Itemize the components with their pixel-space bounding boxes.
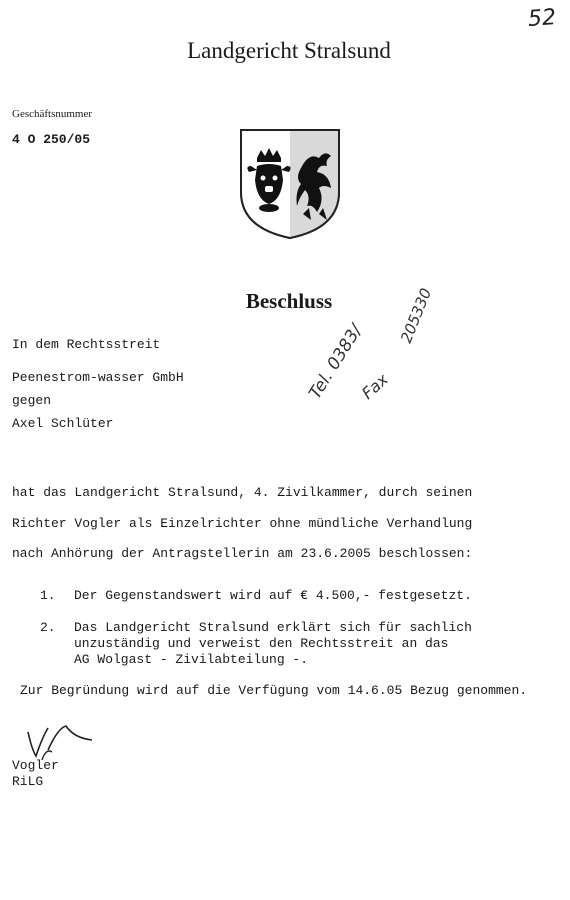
plaintiff-name: Peenestrom-wasser GmbH <box>12 370 184 385</box>
body-line-2: Richter Vogler als Einzelrichter ohne mündliche Verhandlung <box>12 516 473 531</box>
item-1-line-1: Der Gegenstandswert wird auf € 4.500,- festgesetzt. <box>74 588 472 603</box>
defendant-name: Axel Schlüter <box>12 416 114 431</box>
page-number: 52 <box>527 5 557 32</box>
note-line-3: Fax <box>357 369 392 403</box>
item-2-line-2: unzuständig und verweist den Rechtsstreit an das <box>74 636 449 651</box>
body-line-3: nach Anhörung der Antragstellerin am 23.6.2005 beschlossen: <box>12 546 473 561</box>
item-2-line-1: Das Landgericht Stralsund erklärt sich für sachlich <box>74 620 472 635</box>
reasoning-text: Zur Begründung wird auf die Verfügung vom 14.6.05 Bezug genommen. <box>20 683 528 698</box>
signer-name: Vogler <box>12 758 59 773</box>
case-number-label: Geschäftsnummer <box>12 108 93 120</box>
case-number: 4 O 250/05 <box>12 132 91 147</box>
handwritten-fax-note <box>300 262 480 412</box>
coat-of-arms-icon <box>239 128 341 240</box>
document-type-heading: Beschluss <box>245 289 333 313</box>
court-title: Landgericht Stralsund <box>187 38 391 63</box>
signer-title: RiLG <box>12 774 44 789</box>
body-line-1: hat das Landgericht Stralsund, 4. Zivilkammer, durch seinen <box>12 485 473 500</box>
note-line-2: 205330 <box>397 285 436 346</box>
versus-text: gegen <box>12 393 52 408</box>
intro-text: In dem Rechtsstreit <box>12 337 161 352</box>
item-2-number: 2. <box>40 620 56 635</box>
item-2-line-3: AG Wolgast - Zivilabteilung -. <box>74 652 309 667</box>
item-1-number: 1. <box>40 588 56 603</box>
note-line-1: Tel. 0383/ <box>305 321 367 403</box>
